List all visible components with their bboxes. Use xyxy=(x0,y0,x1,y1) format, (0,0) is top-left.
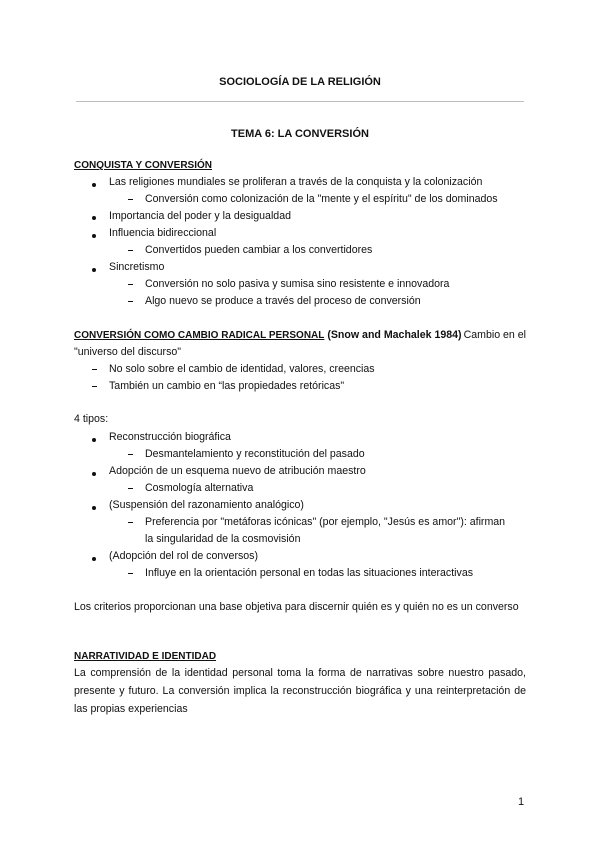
citation: (Snow and Machalek 1984) xyxy=(324,329,462,341)
list-item: Importancia del poder y la desigualdad xyxy=(109,210,291,222)
dash-icon xyxy=(128,301,133,302)
dash-icon xyxy=(92,369,97,370)
list-item: Las religiones mundiales se proliferan a través de la conquista y la colonización xyxy=(109,176,483,188)
dash-icon xyxy=(92,386,97,387)
bullet-dot-icon xyxy=(92,472,96,476)
sub-list-item-continuation: la singularidad de la cosmovisión xyxy=(145,533,301,545)
bullet-dot-icon xyxy=(92,506,96,510)
list-item: Adopción de un esquema nuevo de atribución maestro xyxy=(109,465,366,477)
types-intro: 4 tipos: xyxy=(74,413,109,425)
bullet-dot-icon xyxy=(92,268,96,272)
sub-list-item: Algo nuevo se produce a través del proceso de conversión xyxy=(145,295,421,307)
sub-list-item: Preferencia por "metáforas icónicas" (por ejemplo, "Jesús es amor"): afirman xyxy=(145,516,506,528)
sub-list-item: Desmantelamiento y reconstitución del pasado xyxy=(145,448,365,460)
dash-icon xyxy=(128,573,133,574)
sub-list-item: Conversión no solo pasiva y sumisa sino resistente e innovadora xyxy=(145,278,450,290)
list-item: Influencia bidireccional xyxy=(109,227,217,239)
document-title: SOCIOLOGÍA DE LA RELIGIÓN xyxy=(219,76,381,88)
bullet-dot-icon xyxy=(92,216,96,220)
bullet-dot-icon xyxy=(92,438,96,442)
list-item: Reconstrucción biográfica xyxy=(109,431,231,443)
section-heading-conversion: CONVERSIÓN COMO CAMBIO RADICAL PERSONAL xyxy=(74,330,325,341)
sub-list-item: Cosmología alternativa xyxy=(145,482,254,494)
sub-list-item: Convertidos pueden cambiar a los convertidores xyxy=(145,244,373,256)
bullet-dot-icon xyxy=(92,557,96,561)
topic-title: TEMA 6: LA CONVERSIÓN xyxy=(231,128,369,140)
dash-icon xyxy=(128,199,133,200)
dash-icon xyxy=(128,522,133,523)
dash-icon xyxy=(128,284,133,285)
section-heading-conquista: CONQUISTA Y CONVERSIÓN xyxy=(74,160,212,171)
list-item: No solo sobre el cambio de identidad, valores, creencias xyxy=(109,363,375,375)
list-item: También un cambio en “las propiedades retóricas" xyxy=(109,380,345,392)
sub-list-item: Conversión como colonización de la "mente y el espíritu" de los dominados xyxy=(145,193,498,205)
narrative-paragraph: La comprensión de la identidad personal toma la forma de narrativas sobre nuestro pasado, presente y futuro. La conversión implica la reconstrucción biográfica y una reinterpretación de las propias experiencias xyxy=(74,667,526,715)
list-item: (Suspensión del razonamiento analógico) xyxy=(109,499,304,511)
dash-icon xyxy=(128,454,133,455)
section2-heading-line xyxy=(74,329,526,341)
page-number: 1 xyxy=(518,796,525,808)
bullet-dot-icon xyxy=(92,234,96,238)
title-divider xyxy=(76,101,524,102)
heading-continuation: Cambio en el xyxy=(463,329,526,341)
list-item: Sincretismo xyxy=(109,261,165,273)
sub-list-item: Influye en la orientación personal en todas las situaciones interactivas xyxy=(145,567,474,579)
dash-icon xyxy=(128,250,133,251)
dash-icon xyxy=(128,488,133,489)
bullet-dot-icon xyxy=(92,183,96,187)
section-heading-narratividad: NARRATIVIDAD E IDENTIDAD xyxy=(74,651,217,662)
criteria-paragraph: Los criterios proporcionan una base objetiva para discernir quién es y quién no es un converso xyxy=(74,601,519,613)
list-item: (Adopción del rol de conversos) xyxy=(109,550,258,562)
heading-continuation-line: "universo del discurso" xyxy=(74,346,182,358)
